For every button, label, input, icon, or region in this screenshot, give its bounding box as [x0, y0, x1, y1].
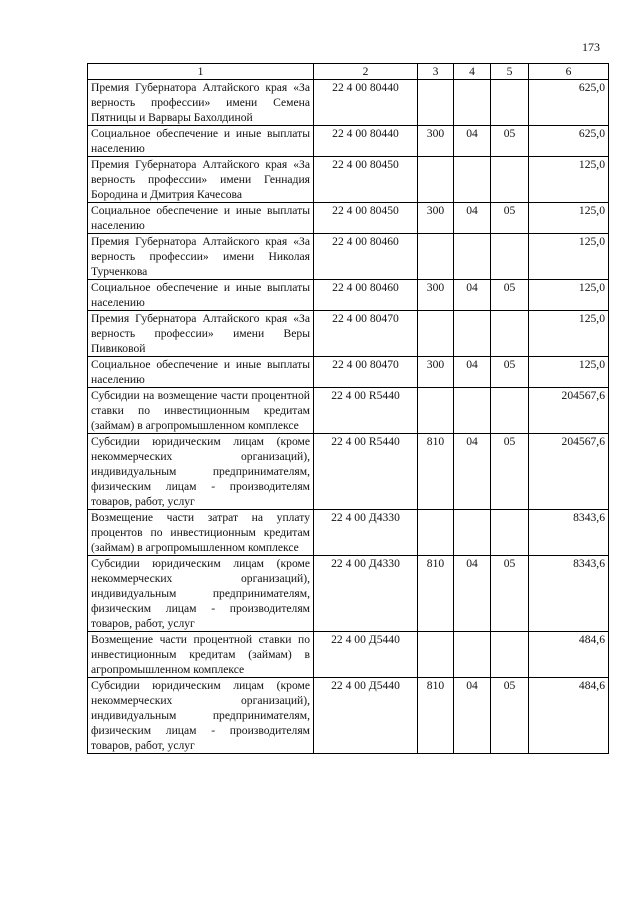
target-code-cell: 22 4 00 Д5440 [314, 632, 418, 678]
section-cell [454, 157, 491, 203]
amount-cell: 125,0 [529, 280, 609, 311]
subsection-cell [491, 510, 529, 556]
item-name-cell: Субсидии юридическим лицам (кроме некоммерческих организаций), индивидуальным предпринимателям, физическим лицам - производителям товаров, работ, услуг [88, 678, 314, 754]
subsection-cell: 05 [491, 434, 529, 510]
amount-cell: 625,0 [529, 126, 609, 157]
amount-cell: 125,0 [529, 311, 609, 357]
section-cell: 04 [454, 126, 491, 157]
item-name-cell: Социальное обеспечение и иные выплаты населению [88, 280, 314, 311]
amount-cell: 484,6 [529, 632, 609, 678]
expense-type-cell: 300 [418, 203, 454, 234]
expense-type-cell [418, 234, 454, 280]
item-name-cell: Социальное обеспечение и иные выплаты населению [88, 357, 314, 388]
amount-cell: 8343,6 [529, 510, 609, 556]
item-name-cell: Премия Губернатора Алтайского края «За верность профессии» имени Николая Турченкова [88, 234, 314, 280]
table-row [88, 157, 609, 203]
target-code-cell: 22 4 00 80440 [314, 80, 418, 126]
subsection-cell [491, 234, 529, 280]
expense-type-cell: 810 [418, 556, 454, 632]
target-code-cell: 22 4 00 80460 [314, 280, 418, 311]
expense-type-cell: 300 [418, 280, 454, 311]
budget-table [87, 63, 609, 754]
target-code-cell: 22 4 00 80470 [314, 357, 418, 388]
table-row [88, 632, 609, 678]
section-cell [454, 388, 491, 434]
column-header-4: 4 [454, 64, 491, 80]
section-cell: 04 [454, 280, 491, 311]
section-cell: 04 [454, 678, 491, 754]
section-cell: 04 [454, 357, 491, 388]
column-header-5: 5 [491, 64, 529, 80]
section-cell: 04 [454, 203, 491, 234]
amount-cell: 204567,6 [529, 388, 609, 434]
column-header-6: 6 [529, 64, 609, 80]
expense-type-cell [418, 311, 454, 357]
section-cell: 04 [454, 556, 491, 632]
amount-cell: 204567,6 [529, 434, 609, 510]
table-header-row [88, 64, 609, 80]
item-name-cell: Субсидии юридическим лицам (кроме некоммерческих организаций), индивидуальным предпринимателям, физическим лицам - производителям товаров, работ, услуг [88, 556, 314, 632]
expense-type-cell [418, 388, 454, 434]
subsection-cell [491, 632, 529, 678]
section-cell [454, 510, 491, 556]
table-row [88, 311, 609, 357]
section-cell: 04 [454, 434, 491, 510]
amount-cell: 125,0 [529, 234, 609, 280]
expense-type-cell [418, 80, 454, 126]
table-row [88, 388, 609, 434]
item-name-cell: Возмещение части процентной ставки по инвестиционным кредитам (займам) в агропромышленном комплексе [88, 632, 314, 678]
expense-type-cell: 810 [418, 678, 454, 754]
item-name-cell: Премия Губернатора Алтайского края «За верность профессии» имени Веры Пивиковой [88, 311, 314, 357]
table-body [88, 80, 609, 754]
table-row [88, 80, 609, 126]
target-code-cell: 22 4 00 Д4330 [314, 556, 418, 632]
table-row [88, 234, 609, 280]
item-name-cell: Социальное обеспечение и иные выплаты населению [88, 126, 314, 157]
target-code-cell: 22 4 00 Д5440 [314, 678, 418, 754]
section-cell [454, 632, 491, 678]
expense-type-cell: 300 [418, 357, 454, 388]
subsection-cell: 05 [491, 357, 529, 388]
item-name-cell: Премия Губернатора Алтайского края «За верность профессии» имени Геннадия Бородина и Дмитрия Качесова [88, 157, 314, 203]
table-row [88, 357, 609, 388]
target-code-cell: 22 4 00 R5440 [314, 434, 418, 510]
column-header-3: 3 [418, 64, 454, 80]
item-name-cell: Субсидии на возмещение части процентной ставки по инвестиционным кредитам (займам) в агропромышленном комплексе [88, 388, 314, 434]
amount-cell: 625,0 [529, 80, 609, 126]
subsection-cell [491, 80, 529, 126]
table-row [88, 556, 609, 632]
expense-type-cell [418, 632, 454, 678]
amount-cell: 125,0 [529, 157, 609, 203]
table-row [88, 678, 609, 754]
subsection-cell: 05 [491, 556, 529, 632]
section-cell [454, 80, 491, 126]
subsection-cell: 05 [491, 280, 529, 311]
item-name-cell: Премия Губернатора Алтайского края «За верность профессии» имени Семена Пятницы и Варвары Бахолдиной [88, 80, 314, 126]
target-code-cell: 22 4 00 80450 [314, 203, 418, 234]
column-header-1: 1 [88, 64, 314, 80]
expense-type-cell: 300 [418, 126, 454, 157]
subsection-cell [491, 311, 529, 357]
target-code-cell: 22 4 00 80470 [314, 311, 418, 357]
target-code-cell: 22 4 00 80450 [314, 157, 418, 203]
table-row [88, 126, 609, 157]
table-row [88, 280, 609, 311]
section-cell [454, 234, 491, 280]
expense-type-cell [418, 510, 454, 556]
item-name-cell: Возмещение части затрат на уплату процентов по инвестиционным кредитам (займам) в агропромышленном комплексе [88, 510, 314, 556]
subsection-cell [491, 157, 529, 203]
target-code-cell: 22 4 00 Д4330 [314, 510, 418, 556]
page-number: 173 [582, 40, 600, 54]
amount-cell: 8343,6 [529, 556, 609, 632]
subsection-cell: 05 [491, 203, 529, 234]
item-name-cell: Субсидии юридическим лицам (кроме некоммерческих организаций), индивидуальным предпринимателям, физическим лицам - производителям товаров, работ, услуг [88, 434, 314, 510]
amount-cell: 125,0 [529, 357, 609, 388]
column-header-2: 2 [314, 64, 418, 80]
expense-type-cell [418, 157, 454, 203]
target-code-cell: 22 4 00 R5440 [314, 388, 418, 434]
target-code-cell: 22 4 00 80440 [314, 126, 418, 157]
table-row [88, 434, 609, 510]
item-name-cell: Социальное обеспечение и иные выплаты населению [88, 203, 314, 234]
subsection-cell: 05 [491, 126, 529, 157]
subsection-cell: 05 [491, 678, 529, 754]
subsection-cell [491, 388, 529, 434]
amount-cell: 484,6 [529, 678, 609, 754]
section-cell [454, 311, 491, 357]
target-code-cell: 22 4 00 80460 [314, 234, 418, 280]
table-row [88, 510, 609, 556]
table-row [88, 203, 609, 234]
amount-cell: 125,0 [529, 203, 609, 234]
expense-type-cell: 810 [418, 434, 454, 510]
